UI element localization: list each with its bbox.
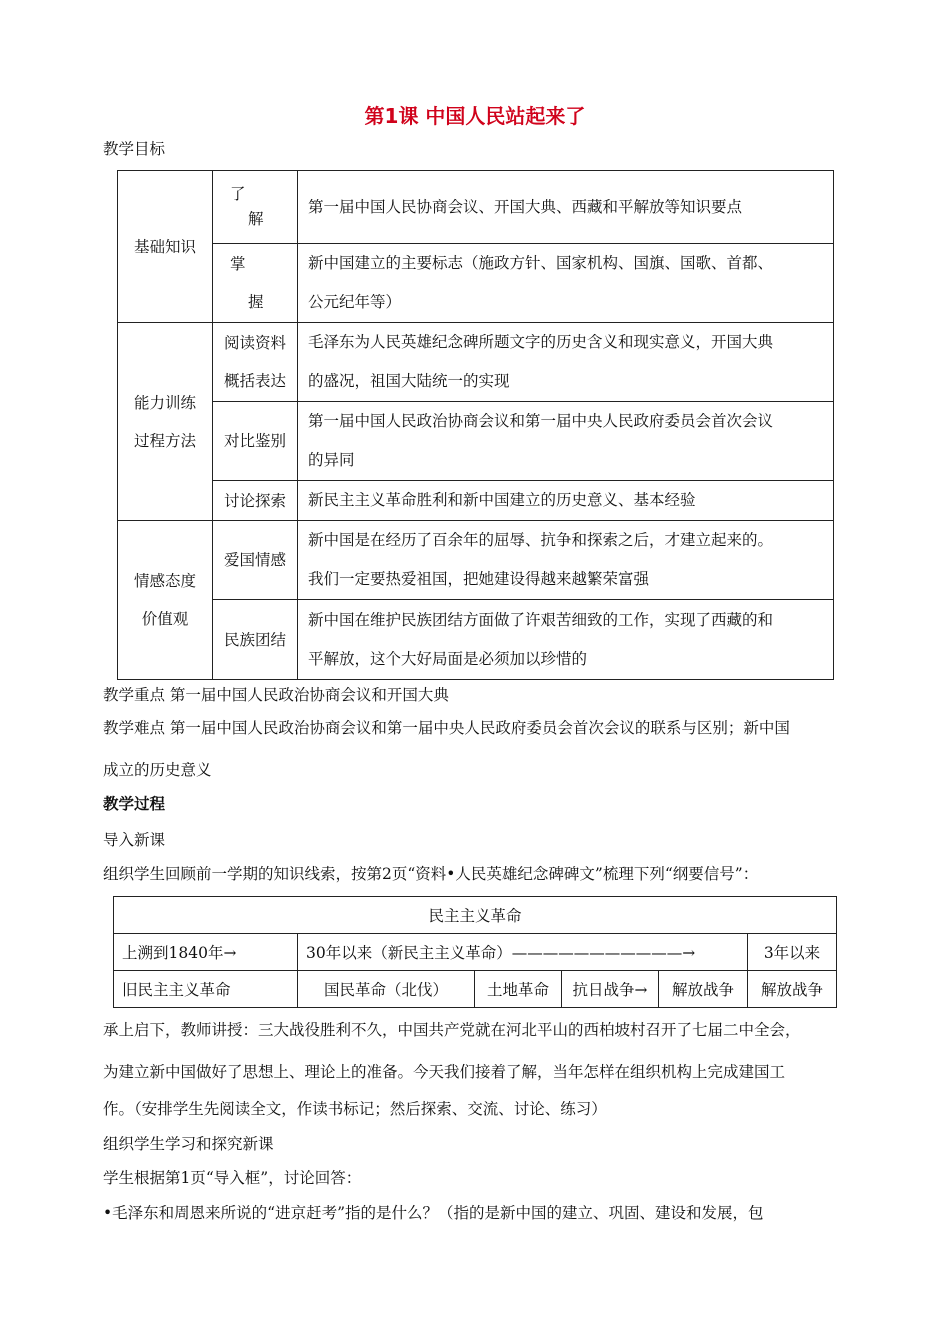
text-unity-1: 新中国在维护民族团结方面做了许艰苦细致的工作，实现了西藏的和 xyxy=(308,610,774,629)
text-compare-1: 第一届中国人民政治协商会议和第一届中央人民政府委员会首次会议 xyxy=(308,412,774,430)
transition-line-2: 为建立新中国做好了思想上、理论上的准备。今天我们接着了解，当年怎样在组织机构上完成建国工 xyxy=(103,1063,786,1081)
intro-heading: 导入新课 xyxy=(103,831,166,849)
label-master-2: 握 xyxy=(248,293,264,311)
difficulty-line-1: 教学难点 第一届中国人民政治协商会议和第一届中央人民政府委员会首次会议的联系与区别；新中国 xyxy=(103,719,790,737)
timeline-cell: 解放战争 xyxy=(659,971,748,1008)
timeline-cell: 旧民主主义革命 xyxy=(114,971,298,1008)
text-patriot-2: 我们一定要热爱祖国，把她建设得越来越繁荣富强 xyxy=(308,570,650,588)
category-ability-1: 能力训练 xyxy=(133,393,196,412)
text-read xyxy=(298,323,834,402)
category-emotion-1: 情感态度 xyxy=(133,572,196,590)
text-master-1: 新中国建立的主要标志（施政方针、国家机构、国旗、国歌、首都、 xyxy=(308,254,774,272)
intro-text: 组织学生回顾前一学期的知识线索，按第2页“资料•人民英雄纪念碑碑文”梳理下列“纲要信号”： xyxy=(103,865,759,883)
label-compare: 对比鉴别 xyxy=(213,402,298,481)
category-emotion-2: 价值观 xyxy=(141,610,189,628)
transition-line-1: 承上启下，教师讲授：三大战役胜利不久，中国共产党就在河北平山的西柏坡村召开了七届二中全会， xyxy=(103,1021,801,1039)
key-point: 教学重点 第一届中国人民政治协商会议和开国大典 xyxy=(103,686,449,704)
timeline-cell: 30年以来（新民主主义革命）———————————→ xyxy=(298,934,748,971)
timeline-header: 民主主义革命 xyxy=(114,897,837,934)
timeline-cell: 土地革命 xyxy=(475,971,562,1008)
label-read xyxy=(213,323,298,402)
timeline-cell: 解放战争 xyxy=(748,971,837,1008)
category-ability-2: 过程方法 xyxy=(133,431,196,450)
text-patriot xyxy=(298,521,834,600)
page-title: 第1课 中国人民站起来了 xyxy=(364,104,586,128)
label-read-2: 概括表达 xyxy=(223,372,286,390)
category-emotion xyxy=(118,521,213,680)
difficulty-line-2: 成立的历史意义 xyxy=(103,761,212,779)
text-master xyxy=(298,244,834,323)
label-patriot: 爱国情感 xyxy=(213,521,298,600)
timeline-cell: 上溯到1840年→ xyxy=(114,934,298,971)
label-read-1: 阅读资料 xyxy=(223,334,286,352)
text-read-2: 的盛况，祖国大陆统一的实现 xyxy=(308,372,510,390)
category-ability xyxy=(118,323,213,521)
timeline-table xyxy=(113,896,837,1008)
label-discuss: 讨论探索 xyxy=(213,481,298,521)
goals-table xyxy=(117,170,834,680)
question-line: •毛泽东和周恩来所说的“进京赶考”指的是什么？（指的是新中国的建立、巩固、建设和发展，包 xyxy=(103,1204,764,1222)
label-unity: 民族团结 xyxy=(213,600,298,680)
timeline-cell: 3年以来 xyxy=(748,934,837,971)
study-text: 学生根据第1页“导入框”，讨论回答： xyxy=(103,1169,362,1187)
process-heading: 教学过程 xyxy=(103,795,166,813)
text-understand: 第一届中国人民协商会议、开国大典、西藏和平解放等知识要点 xyxy=(298,171,834,244)
text-compare xyxy=(298,402,834,481)
text-master-2: 公元纪年等） xyxy=(308,293,402,311)
label-master-1: 掌 xyxy=(230,255,246,273)
study-heading: 组织学生学习和探究新课 xyxy=(103,1135,274,1153)
timeline-cell: 国民革命（北伐） xyxy=(298,971,475,1008)
label-understand-2: 解 xyxy=(248,210,264,228)
label-understand-1: 了 xyxy=(230,185,246,203)
text-unity xyxy=(298,600,834,680)
text-patriot-1: 新中国是在经历了百余年的屈辱、抗争和探索之后，才建立起来的。 xyxy=(308,531,774,549)
text-discuss: 新民主主义革命胜利和新中国建立的历史意义、基本经验 xyxy=(298,481,834,521)
text-unity-2: 平解放，这个大好局面是必须加以珍惜的 xyxy=(308,649,588,668)
label-master xyxy=(213,244,298,323)
goals-heading: 教学目标 xyxy=(103,140,166,158)
text-compare-2: 的异同 xyxy=(308,451,355,469)
label-understand xyxy=(213,171,298,244)
category-basic: 基础知识 xyxy=(118,171,213,323)
timeline-cell: 抗日战争→ xyxy=(562,971,659,1008)
transition-line-3: 作。（安排学生先阅读全文，作读书标记；然后探索、交流、讨论、练习） xyxy=(103,1100,607,1118)
text-read-1: 毛泽东为人民英雄纪念碑所题文字的历史含义和现实意义，开国大典 xyxy=(308,333,774,351)
